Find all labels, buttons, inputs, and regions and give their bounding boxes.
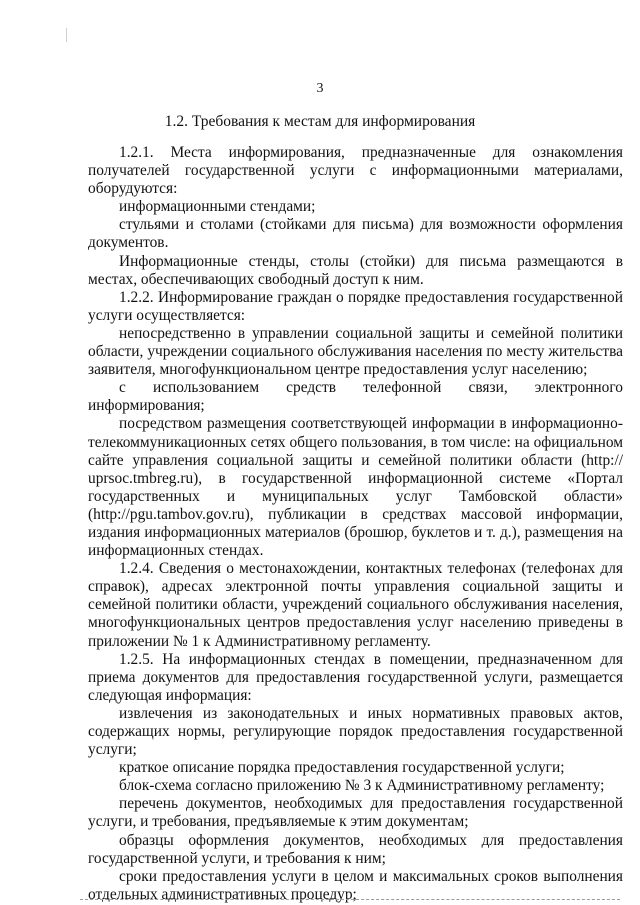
paragraph-short-description: краткое описание порядка предоставления государственной услуги;: [119, 759, 565, 777]
paragraph-phone: с использованием средств телефонной связи, электронного информирования;: [88, 379, 623, 415]
paragraph-networks: посредством размещения соответствующей информации в информационно-телекоммуникационных сетях общего пользования, в том числе: на официальном сайте управления социальной защиты и семейной политики области (http:// uprsoc.tmbreg.ru), в государственной информационной системе «Портал государственных и муниципальных услуг Тамбовской области» (http://pgu.tambov.gov.ru), публикации в средствах массовой информации, издания информационных материалов (брошюр, буклетов и т. д.), размещения на информационных стендах.: [88, 415, 623, 560]
paragraph-deadlines: сроки предоставления услуги в целом и максимальных сроков выполнения отдельных административных процедур;: [88, 867, 623, 903]
paragraph-samples: образцы оформления документов, необходимых для предоставления государственной услуги, и требования к ним;: [88, 831, 623, 867]
page-number: 3: [316, 81, 324, 96]
paragraph-1-2-5: 1.2.5. На информационных стендах в помещении, предназначенном для приема документов для предоставления государственной услуги, размещается следующая информация:: [88, 650, 623, 704]
paragraph-documents-list: перечень документов, необходимых для предоставления государственной услуги, и требования, предъявляемые к этим документам;: [88, 795, 623, 831]
paragraph-stands-placement: Информационные стенды, столы (стойки) для письма размещаются в местах, обеспечивающих свободный доступ к ним.: [88, 252, 623, 288]
paragraph-1-2-2: 1.2.2. Информирование граждан о порядке предоставления государственной услуги осуществляется:: [88, 288, 623, 324]
footer-divider: [80, 899, 620, 900]
document-body: [88, 144, 623, 904]
paragraph-info-stands: информационными стендами;: [119, 198, 316, 216]
paragraph-flowchart: блок-схема согласно приложению № 3 к Административному регламенту;: [119, 777, 605, 795]
paragraph-1-2-4: 1.2.4. Сведения о местонахождении, контактных телефонах (телефонах для справок), адресах электронной почты управления социальной защиты и семейной политики области, учреждений социального обслуживания населения, многофункциональных центров предоставления услуг населению приведены в приложении № 1 к Административному регламенту.: [88, 560, 623, 650]
paragraph-directly: непосредственно в управлении социальной защиты и семейной политики области, учреждении социального обслуживания населения по месту жительства заявителя, многофункциональном центре предоставления услуг населению;: [88, 324, 623, 379]
scan-margin-mark: [66, 28, 67, 42]
paragraph-1-2-1: 1.2.1. Места информирования, предназначенные для ознакомления получателей государственной услуги с информационными материалами, оборудуются:: [88, 144, 623, 198]
paragraph-extracts: извлечения из законодательных и иных нормативных правовых актов, содержащих нормы, регулирующие порядок предоставления государственной услуги;: [88, 704, 623, 759]
paragraph-chairs-tables: стульями и столами (стойками для письма) для возможности оформления документов.: [88, 216, 623, 252]
section-heading: 1.2. Требования к местам для информирования: [164, 113, 476, 130]
